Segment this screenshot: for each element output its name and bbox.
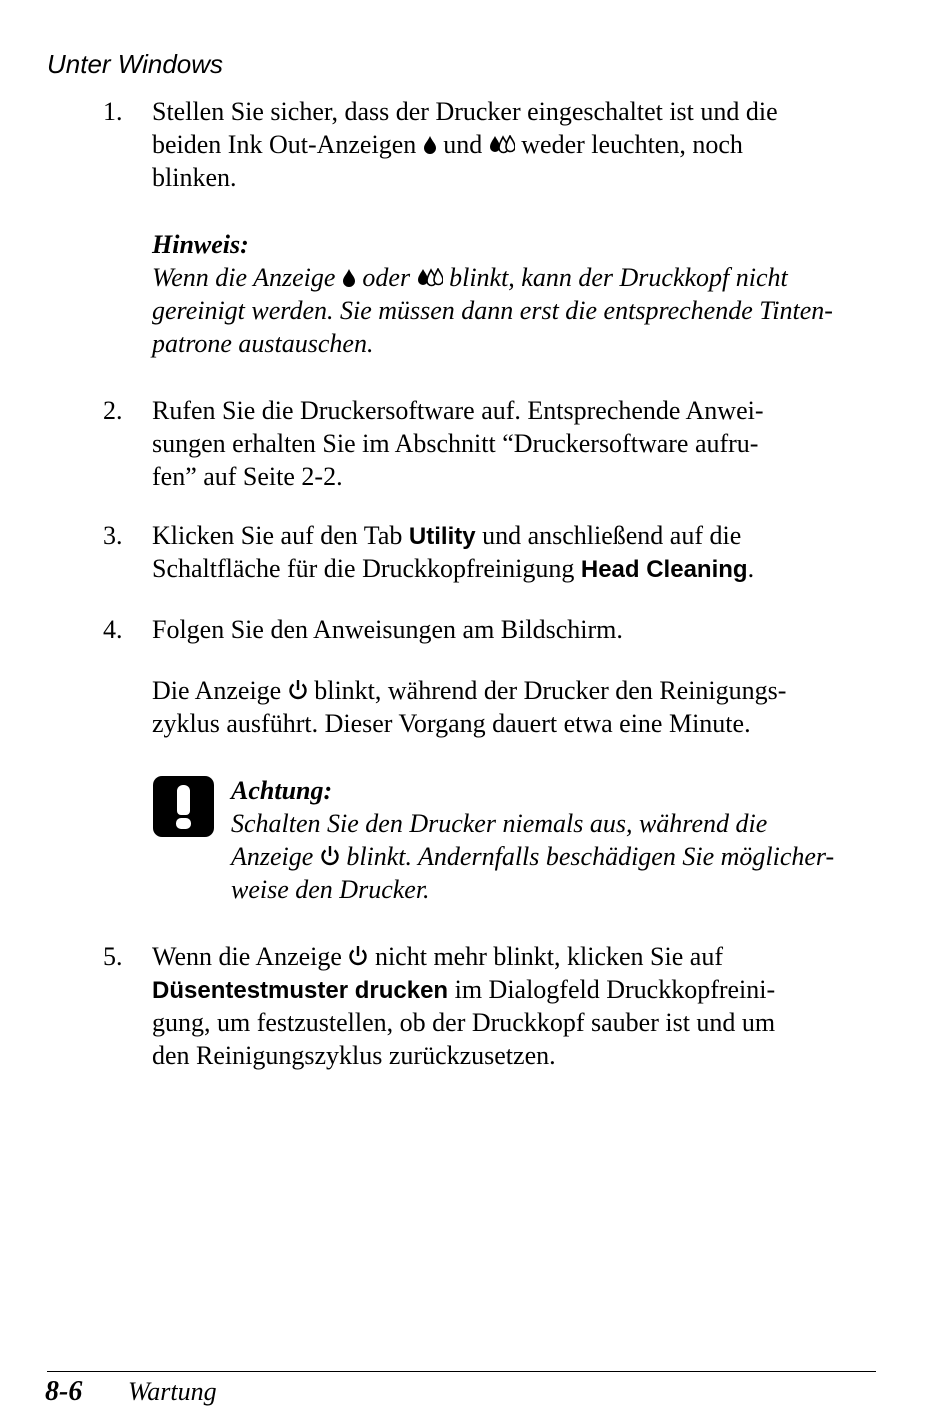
caution-text: blinkt. Andernfalls beschädigen Sie möglicher- — [346, 842, 835, 871]
note-text: Wenn die Anzeige — [152, 263, 336, 292]
step-text: . — [747, 554, 755, 583]
step-number: 1. — [103, 97, 123, 126]
step-text: Rufen Sie die Druckersoftware auf. Entsprechende Anwei- — [152, 396, 764, 425]
nozzle-check-button-label: Düsentestmuster drucken — [152, 977, 449, 1004]
step-text: Wenn die Anzeige — [152, 942, 342, 971]
step-number: 4. — [103, 615, 123, 644]
para-text: blinkt, während der Drucker den Reinigungs- — [314, 676, 787, 705]
section-header: Unter Windows — [47, 49, 224, 79]
note-text: patrone austauschen. — [152, 329, 374, 358]
power-icon — [320, 845, 340, 867]
note-text-line — [152, 261, 882, 294]
step-number: 3. — [103, 521, 123, 550]
step-text: blinken. — [152, 163, 237, 192]
power-icon — [288, 679, 308, 701]
ink-drop-icon — [423, 135, 437, 155]
step-text: weder leuchten, noch — [521, 130, 743, 159]
color-ink-drops-icon — [417, 268, 443, 288]
caution-exclamation-icon — [153, 776, 214, 837]
step-text: und anschließend auf die — [482, 521, 742, 550]
step-text: gung, um festzustellen, ob der Druckkopf sauber ist und um — [152, 1008, 776, 1037]
step-text: Stellen Sie sicher, dass der Drucker eingeschaltet ist und die — [152, 97, 778, 126]
step-text: beiden Ink Out-Anzeigen — [152, 130, 417, 159]
note-text: blinkt, kann der Druckkopf nicht — [449, 263, 788, 292]
step-text: Schaltfläche für die Druckkopfreinigung — [152, 554, 575, 583]
footer-section-title: Wartung — [128, 1377, 217, 1406]
step-text: Folgen Sie den Anweisungen am Bildschirm. — [152, 615, 623, 644]
step-text-line — [152, 519, 754, 552]
caution-text: Anzeige — [231, 842, 314, 871]
power-icon — [348, 945, 368, 967]
caution-text: Schalten Sie den Drucker niemals aus, während die — [231, 809, 768, 838]
note-text: oder — [362, 263, 411, 292]
ink-drop-icon — [342, 268, 356, 288]
step-text-line — [152, 940, 775, 973]
step-4-paragraph — [152, 674, 882, 740]
color-ink-drops-icon — [489, 135, 515, 155]
para-text: zyklus ausführt. Dieser Vorgang dauert etwa eine Minute. — [152, 709, 751, 738]
step-text: im Dialogfeld Druckkopfreini- — [454, 975, 776, 1004]
para-text-line — [152, 674, 882, 707]
note-box — [152, 228, 882, 360]
caution-box — [231, 774, 881, 906]
step-text: sungen erhalten Sie im Abschnitt “Druckersoftware aufru- — [152, 429, 759, 458]
step-text-line — [152, 973, 775, 1006]
caution-heading: Achtung: — [231, 776, 333, 805]
note-heading: Hinweis: — [152, 230, 249, 259]
utility-tab-label: Utility — [408, 523, 476, 550]
step-text: nicht mehr blinkt, klicken Sie auf — [374, 942, 723, 971]
step-text-line — [152, 552, 754, 585]
head-cleaning-button-label: Head Cleaning — [580, 556, 748, 583]
note-text: gereinigt werden. Sie müssen dann erst die entsprechende Tinten- — [152, 296, 833, 325]
step-text: fen” auf Seite 2-2. — [152, 462, 343, 491]
step-text: den Reinigungszyklus zurückzusetzen. — [152, 1041, 556, 1070]
footer-divider — [47, 1371, 876, 1372]
page-number: 8-6 — [45, 1376, 83, 1407]
step-text-line — [152, 128, 778, 161]
step-text: Klicken Sie auf den Tab — [152, 521, 403, 550]
step-text: und — [443, 130, 483, 159]
caution-text: weise den Drucker. — [231, 875, 430, 904]
caution-text-line — [231, 840, 881, 873]
para-text: Die Anzeige — [152, 676, 282, 705]
step-number: 2. — [103, 396, 123, 425]
step-number: 5. — [103, 942, 123, 971]
